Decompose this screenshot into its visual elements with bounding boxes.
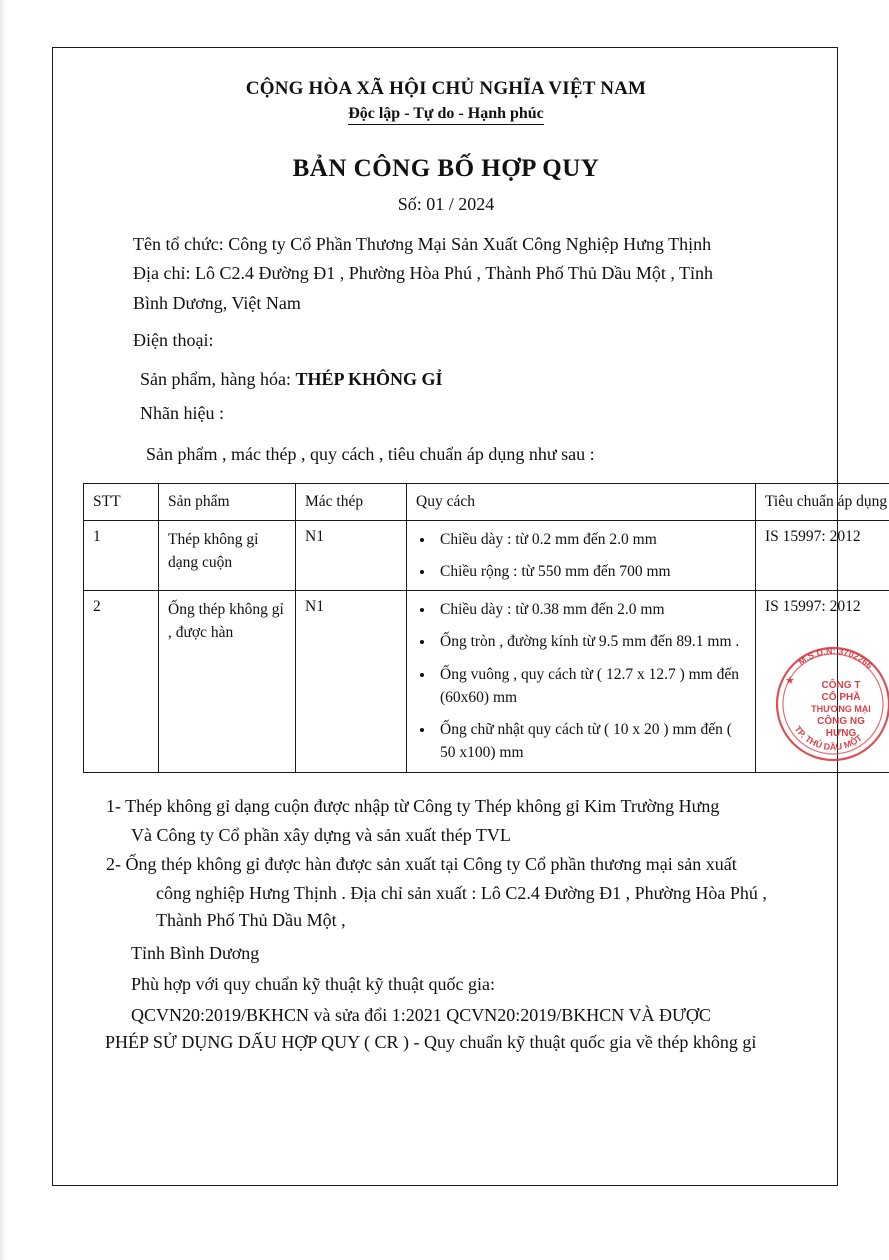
header-standard: Tiêu chuẩn áp dụng — [756, 483, 889, 520]
table-row — [84, 520, 889, 591]
cell-stt: 1 — [84, 520, 159, 591]
header-grade: Mác thép — [296, 483, 407, 520]
cell-standard: IS 15997: 2012 — [756, 591, 889, 773]
document-body — [53, 48, 888, 1056]
spec-item: • Ống vuông , quy cách từ ( 12.7 x 12.7 ) mm đến (60x60) mm — [435, 663, 746, 710]
svg-text:CỔ PHẦ: CỔ PHẦ — [821, 692, 861, 703]
phone-line: Điện thoại: — [133, 330, 214, 351]
cell-grade: N1 — [296, 520, 407, 591]
document-title: BẢN CÔNG BỐ HỢP QUY — [292, 155, 600, 182]
specification-table — [83, 483, 889, 773]
brand-line: Nhãn hiệu : — [140, 402, 224, 423]
note-1-line-2: Và Công ty Cổ phần xây dựng và sản xuất thép TVL — [131, 824, 511, 845]
header-spec: Quy cách — [407, 483, 756, 520]
header-block — [83, 78, 809, 215]
svg-text:HƯNG: HƯNG — [825, 728, 857, 739]
document-number: Số: 01 / 2024 — [397, 194, 495, 214]
intro-line: Sản phẩm , mác thép , quy cách , tiêu chuẩn áp dụng như sau : — [146, 444, 595, 465]
svg-text:THƯƠNG MẠI: THƯƠNG MẠI — [811, 704, 871, 714]
address-line-2: Bình Dương, Việt Nam — [133, 292, 301, 313]
spec-item: • Ống chữ nhật quy cách từ ( 10 x 20 ) mm đến ( 50 x100) mm — [435, 718, 746, 765]
note-2-line-3: Thành Phố Thủ Dầu Một , — [156, 909, 346, 930]
document-border — [52, 47, 888, 1186]
svg-text:★: ★ — [785, 675, 795, 687]
table-row — [84, 591, 889, 773]
svg-text:CÔNG NG: CÔNG NG — [817, 716, 865, 727]
organization-name-line: Tên tổ chức: Công ty Cổ Phần Thương Mại Sản Xuất Công Nghiệp Hưng Thịnh — [133, 234, 712, 254]
cell-standard: IS 15997: 2012 — [756, 520, 889, 591]
national-subtitle: Độc lập - Tự do - Hạnh phúc — [348, 105, 544, 125]
cell-spec — [407, 591, 756, 773]
note-2-line-2: công nghiệp Hưng Thịnh . Địa chỉ sản xuất : Lô C2.4 Đường Đ1 , Phường Hòa Phú , — [156, 882, 767, 903]
spec-item: • Chiều dày : từ 0.2 mm đến 2.0 mm — [435, 528, 746, 551]
national-title: CỘNG HÒA XÃ HỘI CHỦ NGHĨA VIỆT NAM — [245, 78, 647, 99]
spec-item: • Ống tròn , đường kính từ 9.5 mm đến 89.1 mm . — [435, 630, 746, 653]
cell-spec — [407, 520, 756, 591]
note-2-line-1: 2- Ống thép không gỉ được hàn được sản xuất tại Công ty Cổ phần thương mại sản xuất — [106, 853, 737, 874]
product-line — [83, 366, 809, 393]
address-line-1: Địa chỉ: Lô C2.4 Đường Đ1 , Phường Hòa Phú , Thành Phố Thủ Dầu Một , Tỉnh — [133, 263, 714, 284]
province-line: Tỉnh Bình Dương — [131, 942, 260, 963]
spec-list — [416, 528, 746, 584]
cell-product: Thép không gỉ dạng cuộn — [159, 520, 296, 591]
cell-grade: N1 — [296, 591, 407, 773]
page-edge-shadow — [0, 0, 6, 1260]
standard-line-1: QCVN20:2019/BKHCN và sửa đổi 1:2021 QCVN20:2019/BKHCN VÀ ĐƯỢC — [131, 1004, 711, 1025]
table-header-row — [84, 483, 889, 520]
header-product: Sản phẩm — [159, 483, 296, 520]
conformity-line: Phù hợp với quy chuẩn kỹ thuật kỹ thuật quốc gia: — [131, 973, 495, 994]
svg-text:CÔNG T: CÔNG T — [821, 680, 861, 691]
cell-stt: 2 — [84, 591, 159, 773]
standard-line-2: PHÉP SỬ DỤNG DẤU HỢP QUY ( CR ) - Quy chuẩn kỹ thuật quốc gia về thép không gỉ — [105, 1031, 757, 1052]
spec-item: • Chiều rộng : từ 550 mm đến 700 mm — [435, 560, 746, 583]
header-stt: STT — [84, 483, 159, 520]
product-value: THÉP KHÔNG GỈ — [295, 369, 443, 390]
spec-item: • Chiều dày : từ 0.38 mm đến 2.0 mm — [435, 598, 746, 621]
note-1-line-1: 1- Thép không gỉ dạng cuộn được nhập từ Công ty Thép không gỉ Kim Trường Hưng — [106, 795, 720, 816]
svg-text:TP. THỦ DẦU MỘT: TP. THỦ DẦU MỘT — [792, 724, 864, 753]
svg-text:M.S.D.N: 3702266: M.S.D.N: 3702266 — [796, 645, 875, 671]
organization-info — [83, 231, 809, 469]
notes-block — [83, 793, 809, 1056]
cell-product: Ống thép không gỉ , được hàn — [159, 591, 296, 773]
product-label: Sản phẩm, hàng hóa: — [140, 369, 296, 390]
spec-list — [416, 598, 746, 765]
